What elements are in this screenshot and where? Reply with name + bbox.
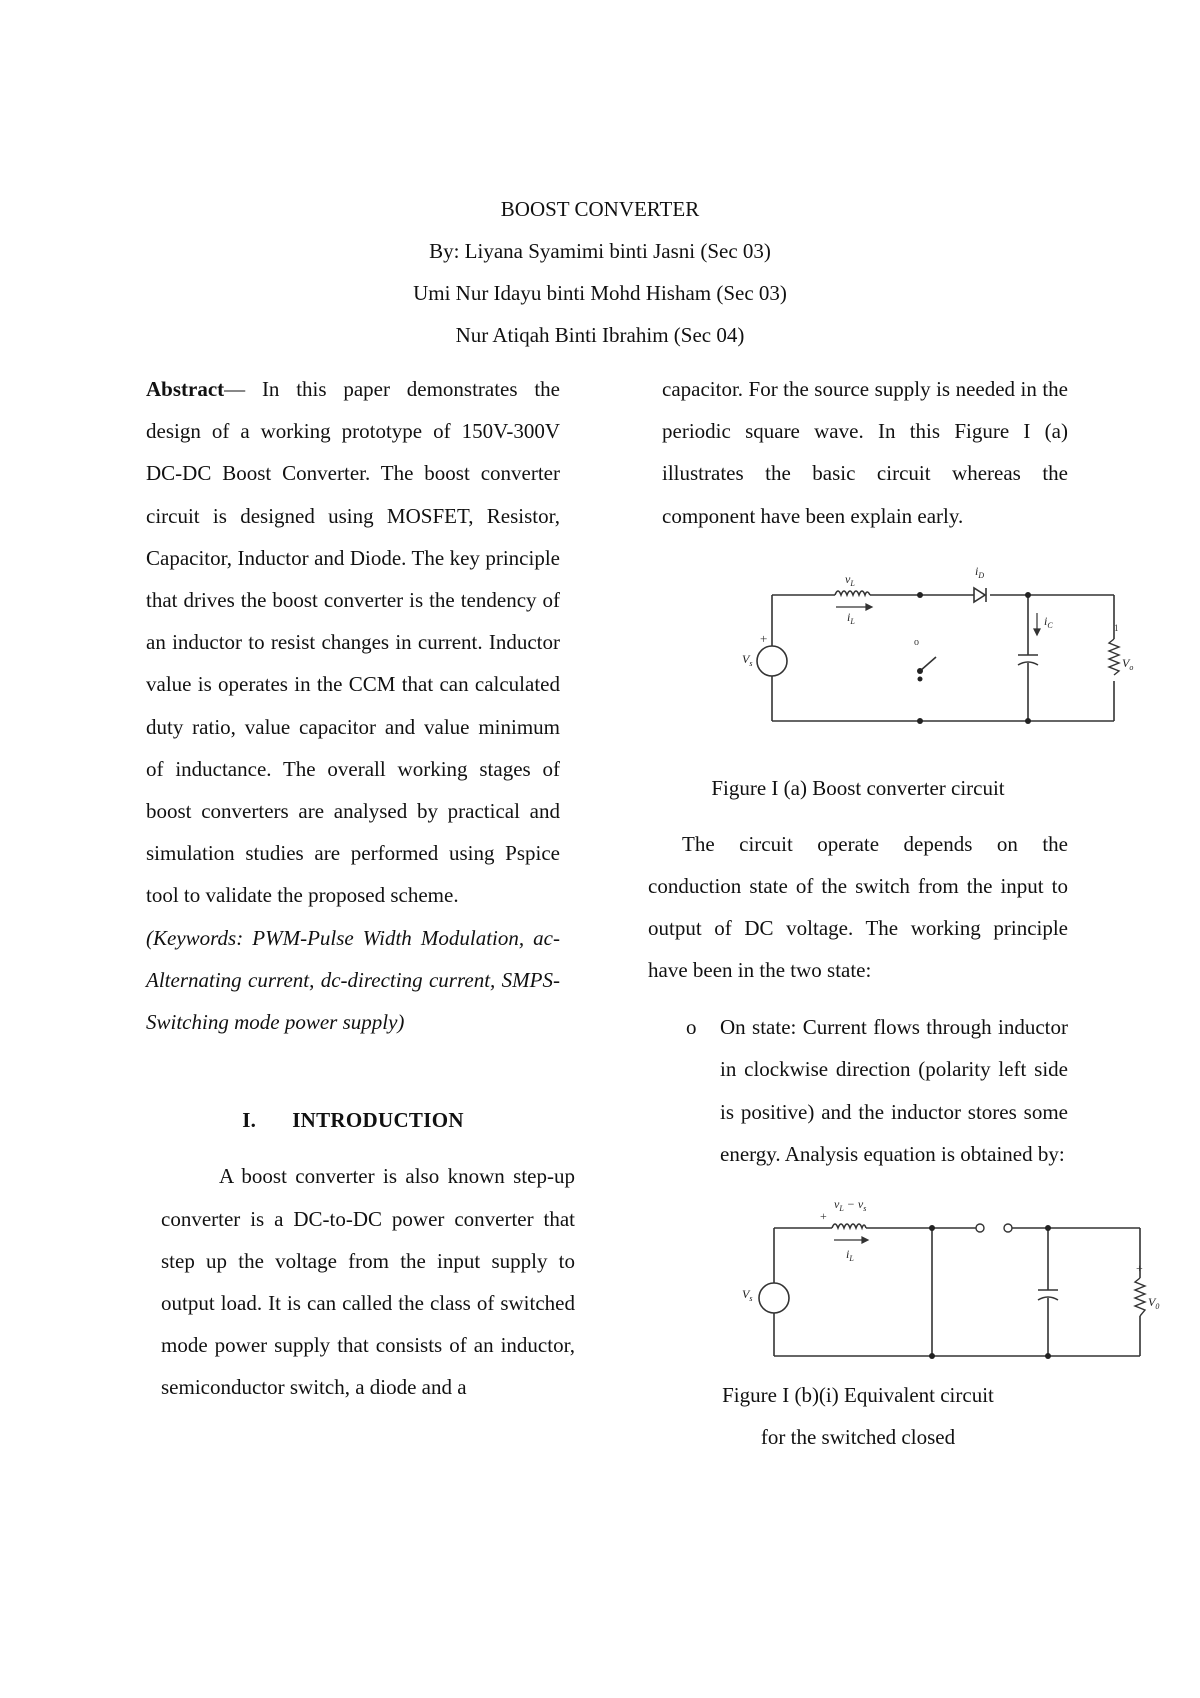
author-line-1: By: Liyana Syamimi binti Jasni (Sec 03) xyxy=(429,239,771,263)
label-Vo: $V_0$ xyxy=(1148,1294,1160,1311)
abstract-paragraph xyxy=(146,368,560,917)
figure-1b-i xyxy=(648,1188,1160,1374)
figure-1a xyxy=(648,551,1134,767)
switch-contact xyxy=(917,668,923,674)
label-iL: $i_L$ xyxy=(847,609,855,626)
label-vL: $v_L$ xyxy=(845,571,855,588)
voltage-source-symbol xyxy=(757,646,787,676)
label-plus: + xyxy=(760,630,768,646)
abstract-text: In this paper demonstrates the design of a working prototype of 150V-300V DC-DC Boost Converter. The boost converter circuit is designed using MOSFET, Resistor, Capacitor, Inductor and Diode. The key principle that drives the boost converter is the tendency of an inductor to resist changes in current. Inductor value is operates in the CCM that can calculated duty ratio, value capacitor and value minimum of inductance. The overall working stages of boost converters are analysed by practical and simulation studies are performed using Pspice tool to validate the proposed scheme. xyxy=(146,377,560,908)
on-state-bullet xyxy=(648,1006,1068,1176)
switch-contact xyxy=(918,676,923,681)
abstract-dash: — xyxy=(224,377,246,401)
continuation-paragraph: capacitor. For the source supply is needed in the periodic square wave. In this Figure I (a) illustrates the basic circuit whereas the component have been explain early. xyxy=(662,377,1068,528)
node-dot xyxy=(917,592,923,598)
inductor-symbol xyxy=(832,1224,866,1228)
node-dot xyxy=(1025,718,1031,724)
paper-title: BOOST CONVERTER xyxy=(500,197,700,221)
figure-1b-caption-line1: Figure I (b)(i) Equivalent circuit xyxy=(722,1382,994,1407)
section-title: INTRODUCTION xyxy=(292,1108,464,1133)
resistor-symbol xyxy=(1109,639,1119,675)
equivalent-circuit-diagram xyxy=(648,1188,1160,1374)
operation-paragraph: The circuit operate depends on the conduction state of the switch from the input to output of DC voltage. The working principle have been in the two state: xyxy=(648,831,1068,983)
figure-1b-caption xyxy=(648,1374,1068,1458)
label-plus: + xyxy=(1136,1260,1143,1275)
section-number: I. xyxy=(242,1108,257,1133)
label-plus: + xyxy=(820,1208,827,1223)
resistor-symbol xyxy=(1135,1278,1145,1316)
intro-paragraph: A boost converter is also known step-up converter is a DC-to-DC power converter that step up the voltage from the input supply to output load. It is can called the class of switched mode power supply that consists of an inductor, semiconductor switch, a diode and a xyxy=(161,1164,575,1400)
node-dot xyxy=(1025,592,1031,598)
on-state-text: On state: Current flows through inductor in clockwise direction (polarity left side is positive) and the inductor stores some energy. Analysis equation is obtained by: xyxy=(720,1014,1068,1167)
open-terminal xyxy=(976,1224,984,1232)
label-Vs: $V_s$ xyxy=(742,651,753,668)
label-Vs: $V_s$ xyxy=(742,1286,753,1303)
label-Vo: $V_o$ xyxy=(1122,655,1134,672)
abstract-label: Abstract xyxy=(146,377,225,401)
inductor-symbol xyxy=(835,591,870,595)
open-terminal xyxy=(1004,1224,1012,1232)
section-heading-introduction xyxy=(146,1099,560,1141)
author-line-3: Nur Atiqah Binti Ibrahim (Sec 04) xyxy=(455,323,745,347)
label-iD: $i_D$ xyxy=(975,563,985,580)
node-dot xyxy=(1045,1353,1051,1359)
label-switch: o xyxy=(914,636,919,648)
keywords: (Keywords: PWM-Pulse Width Modulation, ac-Alternating current, dc-directing current, SMPS-Switching mode power supply) xyxy=(146,925,560,1035)
author-line-2: Umi Nur Idayu binti Mohd Hisham (Sec 03) xyxy=(413,281,787,305)
voltage-source-symbol xyxy=(759,1283,789,1313)
label-one: 1 xyxy=(1114,622,1119,633)
title-block xyxy=(0,188,1200,356)
label-iC: $i_C$ xyxy=(1044,613,1053,630)
figure-1a-caption: Figure I (a) Boost converter circuit xyxy=(711,775,1005,800)
left-column xyxy=(146,368,575,1409)
node-dot xyxy=(929,1353,935,1359)
right-column xyxy=(648,368,1160,1458)
boost-converter-circuit-diagram xyxy=(648,551,1134,767)
figure-1b-caption-line2: for the switched closed xyxy=(760,1424,956,1449)
node-dot xyxy=(1045,1225,1051,1231)
label-iL: $i_L$ xyxy=(846,1246,854,1263)
node-dot xyxy=(917,718,923,724)
node-dot xyxy=(929,1225,935,1231)
bullet-mark: o xyxy=(686,1014,697,1039)
label-vL-minus-vs: $v_L - v_s$ xyxy=(834,1196,867,1213)
